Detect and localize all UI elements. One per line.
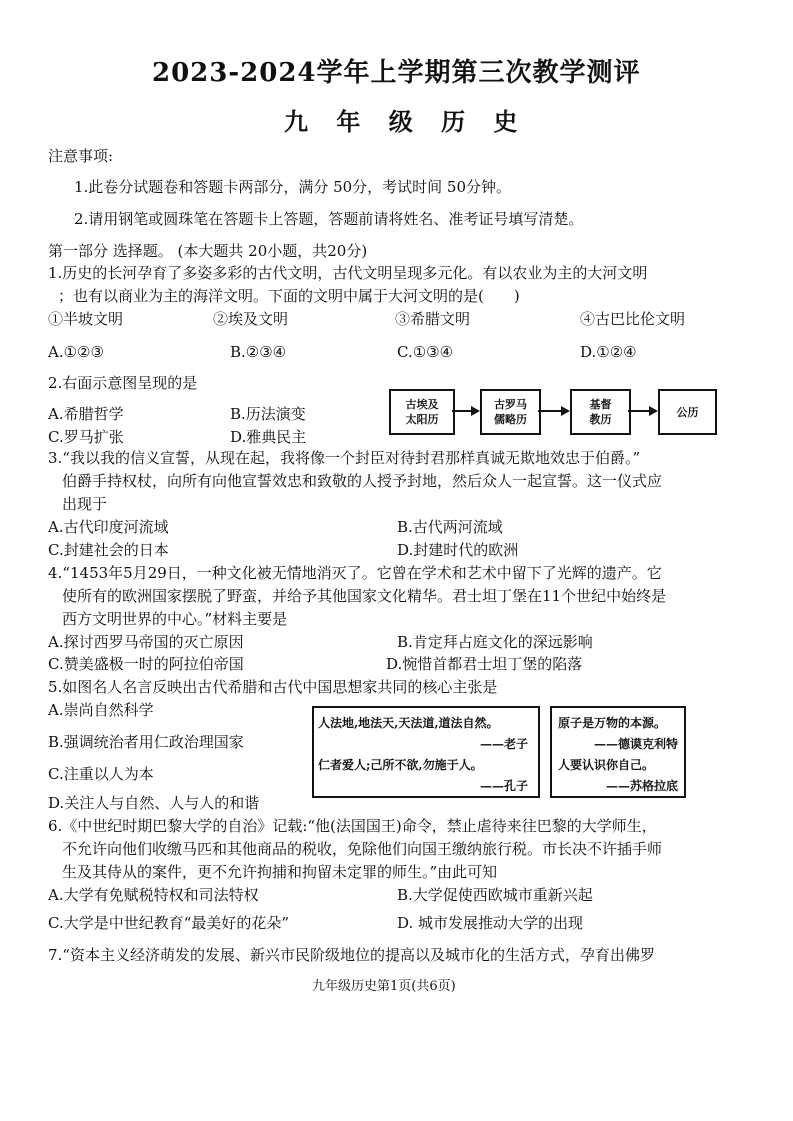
quote-line: 原子是万物的本源。 (558, 716, 667, 730)
q1-item: ②埃及文明 (213, 310, 289, 328)
q1-item: ④古巴比伦文明 (580, 310, 686, 328)
q6-stem-line: 不允许向他们收缴马匹和其他商品的税收，免除他们向国王缴纳旅行税。市长决不许插手师 (62, 840, 663, 858)
diagram-box-label: 古罗马 (494, 398, 527, 411)
quote-author: ——德谟克利特 (593, 737, 678, 751)
q7-stem: 7.“资本主义经济萌发的发展、新兴市民阶级地位的提高以及城市化的生活方式，孕育出佛罗 (48, 946, 655, 964)
q1-option-a: A.①②③ (48, 343, 104, 361)
q4-stem-line: 西方文明世界的中心。”材料主要是 (62, 610, 288, 628)
quote-box-chinese (312, 706, 540, 798)
q1-item: ①半坡文明 (48, 310, 124, 328)
q4-option-d: D.惋惜首都君士坦丁堡的陷落 (386, 655, 583, 673)
q6-option-a: A.大学有免赋税特权和司法特权 (48, 886, 259, 904)
diagram-box-label: 基督 (589, 398, 612, 411)
q6-option-b: B.大学促使西欧城市重新兴起 (397, 886, 593, 904)
q4-stem-line: 4.“1453年5月29日，一种文化被无情地消灭了。它曾在学术和艺术中留下了光辉的遗产。它 (48, 564, 662, 582)
quote-author: ——孔子 (479, 779, 528, 793)
q5-option-d: D.关注人与自然、人与人的和谐 (48, 794, 260, 812)
quote-line: 人法地,地法天,天法道,道法自然。 (318, 716, 499, 730)
q3-option-a: A.古代印度河流域 (48, 518, 169, 536)
q1-option-b: B.②③④ (230, 343, 287, 361)
q1-stem-line: 1.历史的长河孕育了多姿多彩的古代文明，古代文明呈现多元化。有以农业为主的大河文明 (48, 264, 648, 282)
part1-heading: 第一部分 选择题。 (本大题共 20小题，共20分) (48, 242, 368, 260)
q6-stem-line: 6.《中世纪时期巴黎大学的自治》记载:“他(法国国王)命令，禁止虐待来往巴黎的大学师生， (48, 817, 657, 835)
q5-option-c: C.注重以人为本 (48, 765, 154, 783)
q6-option-d: D. 城市发展推动大学的出现 (397, 914, 584, 932)
diagram-box-label: 儒略历 (494, 413, 527, 426)
q5-stem: 5.如图名人名言反映出古代希腊和古代中国思想家共同的核心主张是 (48, 678, 498, 696)
q4-option-c: C.赞美盛极一时的阿拉伯帝国 (48, 655, 244, 673)
q3-stem-line: 伯爵手持权杖，向所有向他宣誓效忠和致敬的人授予封地，然后众人一起宣誓。这一仪式应 (62, 472, 663, 490)
q5-option-a: A.崇尚自然科学 (48, 701, 154, 719)
diagram-box-egypt (389, 389, 455, 435)
notice-item: 2.请用钢笔或圆珠笔在答题卡上答题，答题前请将姓名、准考证号填写清楚。 (74, 210, 584, 228)
quote-author: ——苏格拉底 (605, 779, 678, 793)
diagram-box-label: 古埃及 (405, 398, 439, 411)
q6-option-c: C.大学是中世纪教育“最美好的花朵” (48, 914, 290, 932)
diagram-box-gregorian (658, 389, 717, 435)
diagram-box-label: 公历 (676, 405, 699, 419)
q3-option-d: D.封建时代的欧洲 (397, 541, 519, 559)
arrow-icon (452, 410, 478, 412)
quote-line: 仁者爱人;己所不欲,勿施于人。 (318, 758, 483, 772)
diagram-box-label: 教历 (589, 413, 612, 426)
q3-option-c: C.封建社会的日本 (48, 541, 169, 559)
q1-item: ③希腊文明 (395, 310, 471, 328)
quote-box-greek (550, 706, 686, 798)
notice-heading: 注意事项: (48, 147, 114, 165)
q2-stem: 2.右面示意图呈现的是 (48, 374, 198, 392)
page-footer: 九年级历史第1页(共6页) (312, 979, 456, 994)
arrow-icon (628, 410, 656, 412)
quote-line: 人要认识你自己。 (558, 758, 655, 772)
q2-option-a: A.希腊哲学 (48, 405, 124, 423)
q1-option-d: D.①②④ (580, 343, 637, 361)
q3-option-b: B.古代两河流域 (397, 518, 503, 536)
q6-stem-line: 生及其侍从的案件，更不允许拘捕和拘留未定罪的师生。”由此可知 (62, 863, 498, 881)
q3-stem-line: 3.“我以我的信义宣誓，从现在起，我将像一个封臣对待封君那样真诚无欺地效忠于伯爵。” (48, 449, 641, 467)
q2-option-d: D.雅典民主 (230, 428, 307, 446)
exam-subtitle: 九 年 级 历 史 (284, 107, 528, 136)
quote-author: ——老子 (479, 737, 528, 751)
diagram-box-label: 太阳历 (405, 413, 439, 426)
q4-option-a: A.探讨西罗马帝国的灭亡原因 (48, 633, 244, 651)
q1-stem-line: ；也有以商业为主的海洋文明。下面的文明中属于大河文明的是( ) (58, 287, 520, 305)
notice-item: 1.此卷分试题卷和答题卡两部分，满分 50分，考试时间 50分钟。 (74, 178, 512, 196)
q4-option-b: B.肯定拜占庭文化的深远影响 (397, 633, 593, 651)
q2-option-c: C.罗马扩张 (48, 428, 124, 446)
arrow-icon (538, 410, 568, 412)
q1-option-c: C.①③④ (397, 343, 454, 361)
q4-stem-line: 使所有的欧洲国家摆脱了野蛮，并给予其他国家文化精华。君士坦丁堡在11个世纪中始终是 (62, 587, 667, 605)
diagram-box-christian (570, 389, 631, 435)
q2-option-b: B.历法演变 (230, 405, 306, 423)
exam-title: 2023-2024学年上学期第三次教学测评 (152, 58, 641, 88)
q5-option-b: B.强调统治者用仁政治理国家 (48, 733, 244, 751)
q3-stem-line: 出现于 (62, 495, 108, 513)
diagram-box-rome (480, 389, 541, 435)
